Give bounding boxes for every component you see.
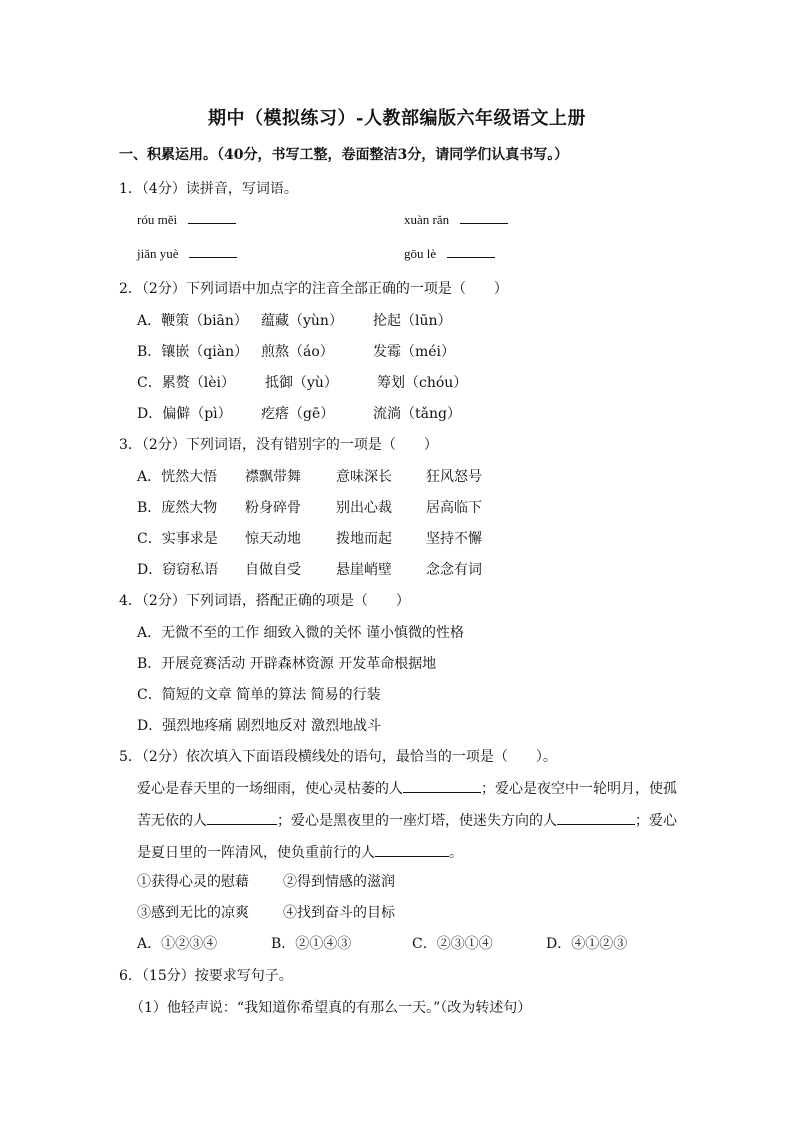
pinyin-item-3 xyxy=(137,245,237,262)
q4-option-d: D．强烈地疼痛 剧烈地反对 激烈地战斗 xyxy=(137,718,382,734)
pinyin-item-2 xyxy=(404,211,508,228)
option-word: A．恍然大悟 xyxy=(137,469,218,485)
option-word: 居高临下 xyxy=(426,500,482,516)
option-word: 惊天动地 xyxy=(245,531,301,547)
q2-option-c xyxy=(137,372,467,392)
question-2-stem: 2．（2分）下列词语中加点字的注音全部正确的一项是（ ） xyxy=(119,281,508,297)
answer-option-c[interactable]: C．②③①④ xyxy=(412,936,493,952)
question-6-sub-1: （1）他轻声说：“我知道你希望真的有那么一天。”（改为转述句） xyxy=(130,1000,532,1016)
option-word: 粉身碎骨 xyxy=(245,500,301,516)
choice-item: ②得到情感的滋润 xyxy=(283,874,395,890)
passage-text: ；爱心是夜空中一轮明月，使孤 xyxy=(481,781,677,797)
q3-option-d xyxy=(137,559,482,579)
question-5-stem: 5．（2分）依次填入下面语段横线处的语句，最恰当的一项是（ ）。 xyxy=(119,749,557,765)
answer-blank[interactable] xyxy=(188,211,236,224)
answer-option-a[interactable]: A．①②③④ xyxy=(137,936,218,952)
option-word: 意味深长 xyxy=(336,469,392,485)
q5-answer-options xyxy=(137,933,627,953)
option-word: 悬崖峭壁 xyxy=(336,562,392,578)
answer-blank[interactable] xyxy=(189,245,237,258)
pinyin-text: jiǎn yuè xyxy=(137,246,179,261)
choice-item: ④找到奋斗的目标 xyxy=(283,905,395,921)
q2-option-b xyxy=(137,341,455,361)
option-word: 狂风怒号 xyxy=(426,469,482,485)
option-word: 煎熬（áo） xyxy=(261,344,334,360)
option-word: C．实事求是 xyxy=(137,531,218,547)
option-word: 疙瘩（gē） xyxy=(261,406,335,422)
q4-option-a: A．无微不至的工作 细致入微的关怀 谨小慎微的性格 xyxy=(137,625,465,641)
pinyin-item-1 xyxy=(137,211,236,228)
answer-blank[interactable] xyxy=(375,844,449,857)
passage-text: 。 xyxy=(449,845,463,861)
question-1-stem: 1．（4分）读拼音，写词语。 xyxy=(119,181,298,197)
section-heading: 一、积累运用。（40分，书写工整，卷面整洁3分，请同学们认真书写。） xyxy=(119,147,569,163)
option-word: D．偏僻（pì） xyxy=(137,406,232,422)
option-word: 流淌（tǎng） xyxy=(373,406,461,422)
option-word: 蕴藏（yùn） xyxy=(261,313,343,329)
answer-option-d[interactable]: D．④①②③ xyxy=(546,936,628,952)
passage-text: 爱心是春天里的一场细雨，使心灵枯萎的人 xyxy=(137,781,403,797)
choice-item: ①获得心灵的慰藉 xyxy=(137,874,249,890)
pinyin-item-4 xyxy=(404,245,495,262)
passage-text: 是夏日里的一阵清风，使负重前行的人 xyxy=(137,845,375,861)
q5-choices-row-2 xyxy=(137,902,395,922)
passage-text: 苦无依的人 xyxy=(137,813,207,829)
option-word: 别出心裁 xyxy=(336,500,392,516)
option-word: 抡起（lūn） xyxy=(373,313,452,329)
answer-option-b[interactable]: B．②①④③ xyxy=(271,936,352,952)
q2-option-a xyxy=(137,310,452,330)
q5-choices-row-1 xyxy=(137,871,395,891)
option-word: C．累赘（lèi） xyxy=(137,375,235,391)
option-word: 襟飘带舞 xyxy=(245,469,301,485)
page-title: 期中（模拟练习）-人教部编版六年级语文上册 xyxy=(208,108,586,129)
question-4-stem: 4．（2分）下列词语，搭配正确的项是（ ） xyxy=(119,593,410,609)
option-word: 念念有词 xyxy=(426,562,482,578)
answer-blank[interactable] xyxy=(557,812,635,825)
option-word: A．鞭策（biān） xyxy=(137,313,248,329)
option-word: 抵御（yù） xyxy=(265,375,338,391)
q3-option-c xyxy=(137,528,482,548)
pinyin-text: xuàn rǎn xyxy=(404,212,450,227)
option-word: B．庞然大物 xyxy=(137,500,218,516)
pinyin-text: róu měi xyxy=(137,212,178,227)
q5-passage-line-2 xyxy=(137,810,677,830)
option-word: B．镶嵌（qiàn） xyxy=(137,344,249,360)
answer-blank[interactable] xyxy=(207,812,277,825)
choice-item: ③感到无比的凉爽 xyxy=(137,905,249,921)
option-word: 拨地而起 xyxy=(336,531,392,547)
q5-passage-line-3 xyxy=(137,842,463,862)
q2-option-d xyxy=(137,403,461,423)
option-word: 发霉（méi） xyxy=(373,344,456,360)
option-word: 筹划（chóu） xyxy=(377,375,468,391)
answer-blank[interactable] xyxy=(460,211,508,224)
option-word: 自做自受 xyxy=(245,562,301,578)
option-word: D．窃窃私语 xyxy=(137,562,219,578)
answer-blank[interactable] xyxy=(403,780,481,793)
q4-option-b: B．开展竞赛活动 开辟森林资源 开发革命根据地 xyxy=(137,656,437,672)
passage-text: ；爱心是黑夜里的一座灯塔，使迷失方向的人 xyxy=(277,813,557,829)
answer-blank[interactable] xyxy=(447,245,495,258)
passage-text: ；爱心 xyxy=(635,813,677,829)
q3-option-a xyxy=(137,466,482,486)
question-6-stem: 6．（15分）按要求写句子。 xyxy=(119,968,293,984)
q3-option-b xyxy=(137,497,482,517)
question-3-stem: 3．（2分）下列词语，没有错别字的一项是（ ） xyxy=(119,437,438,453)
q4-option-c: C．简短的文章 简单的算法 简易的行装 xyxy=(137,687,381,703)
q5-passage-line-1 xyxy=(137,778,677,798)
pinyin-text: gōu lè xyxy=(404,246,437,261)
option-word: 坚持不懈 xyxy=(426,531,482,547)
